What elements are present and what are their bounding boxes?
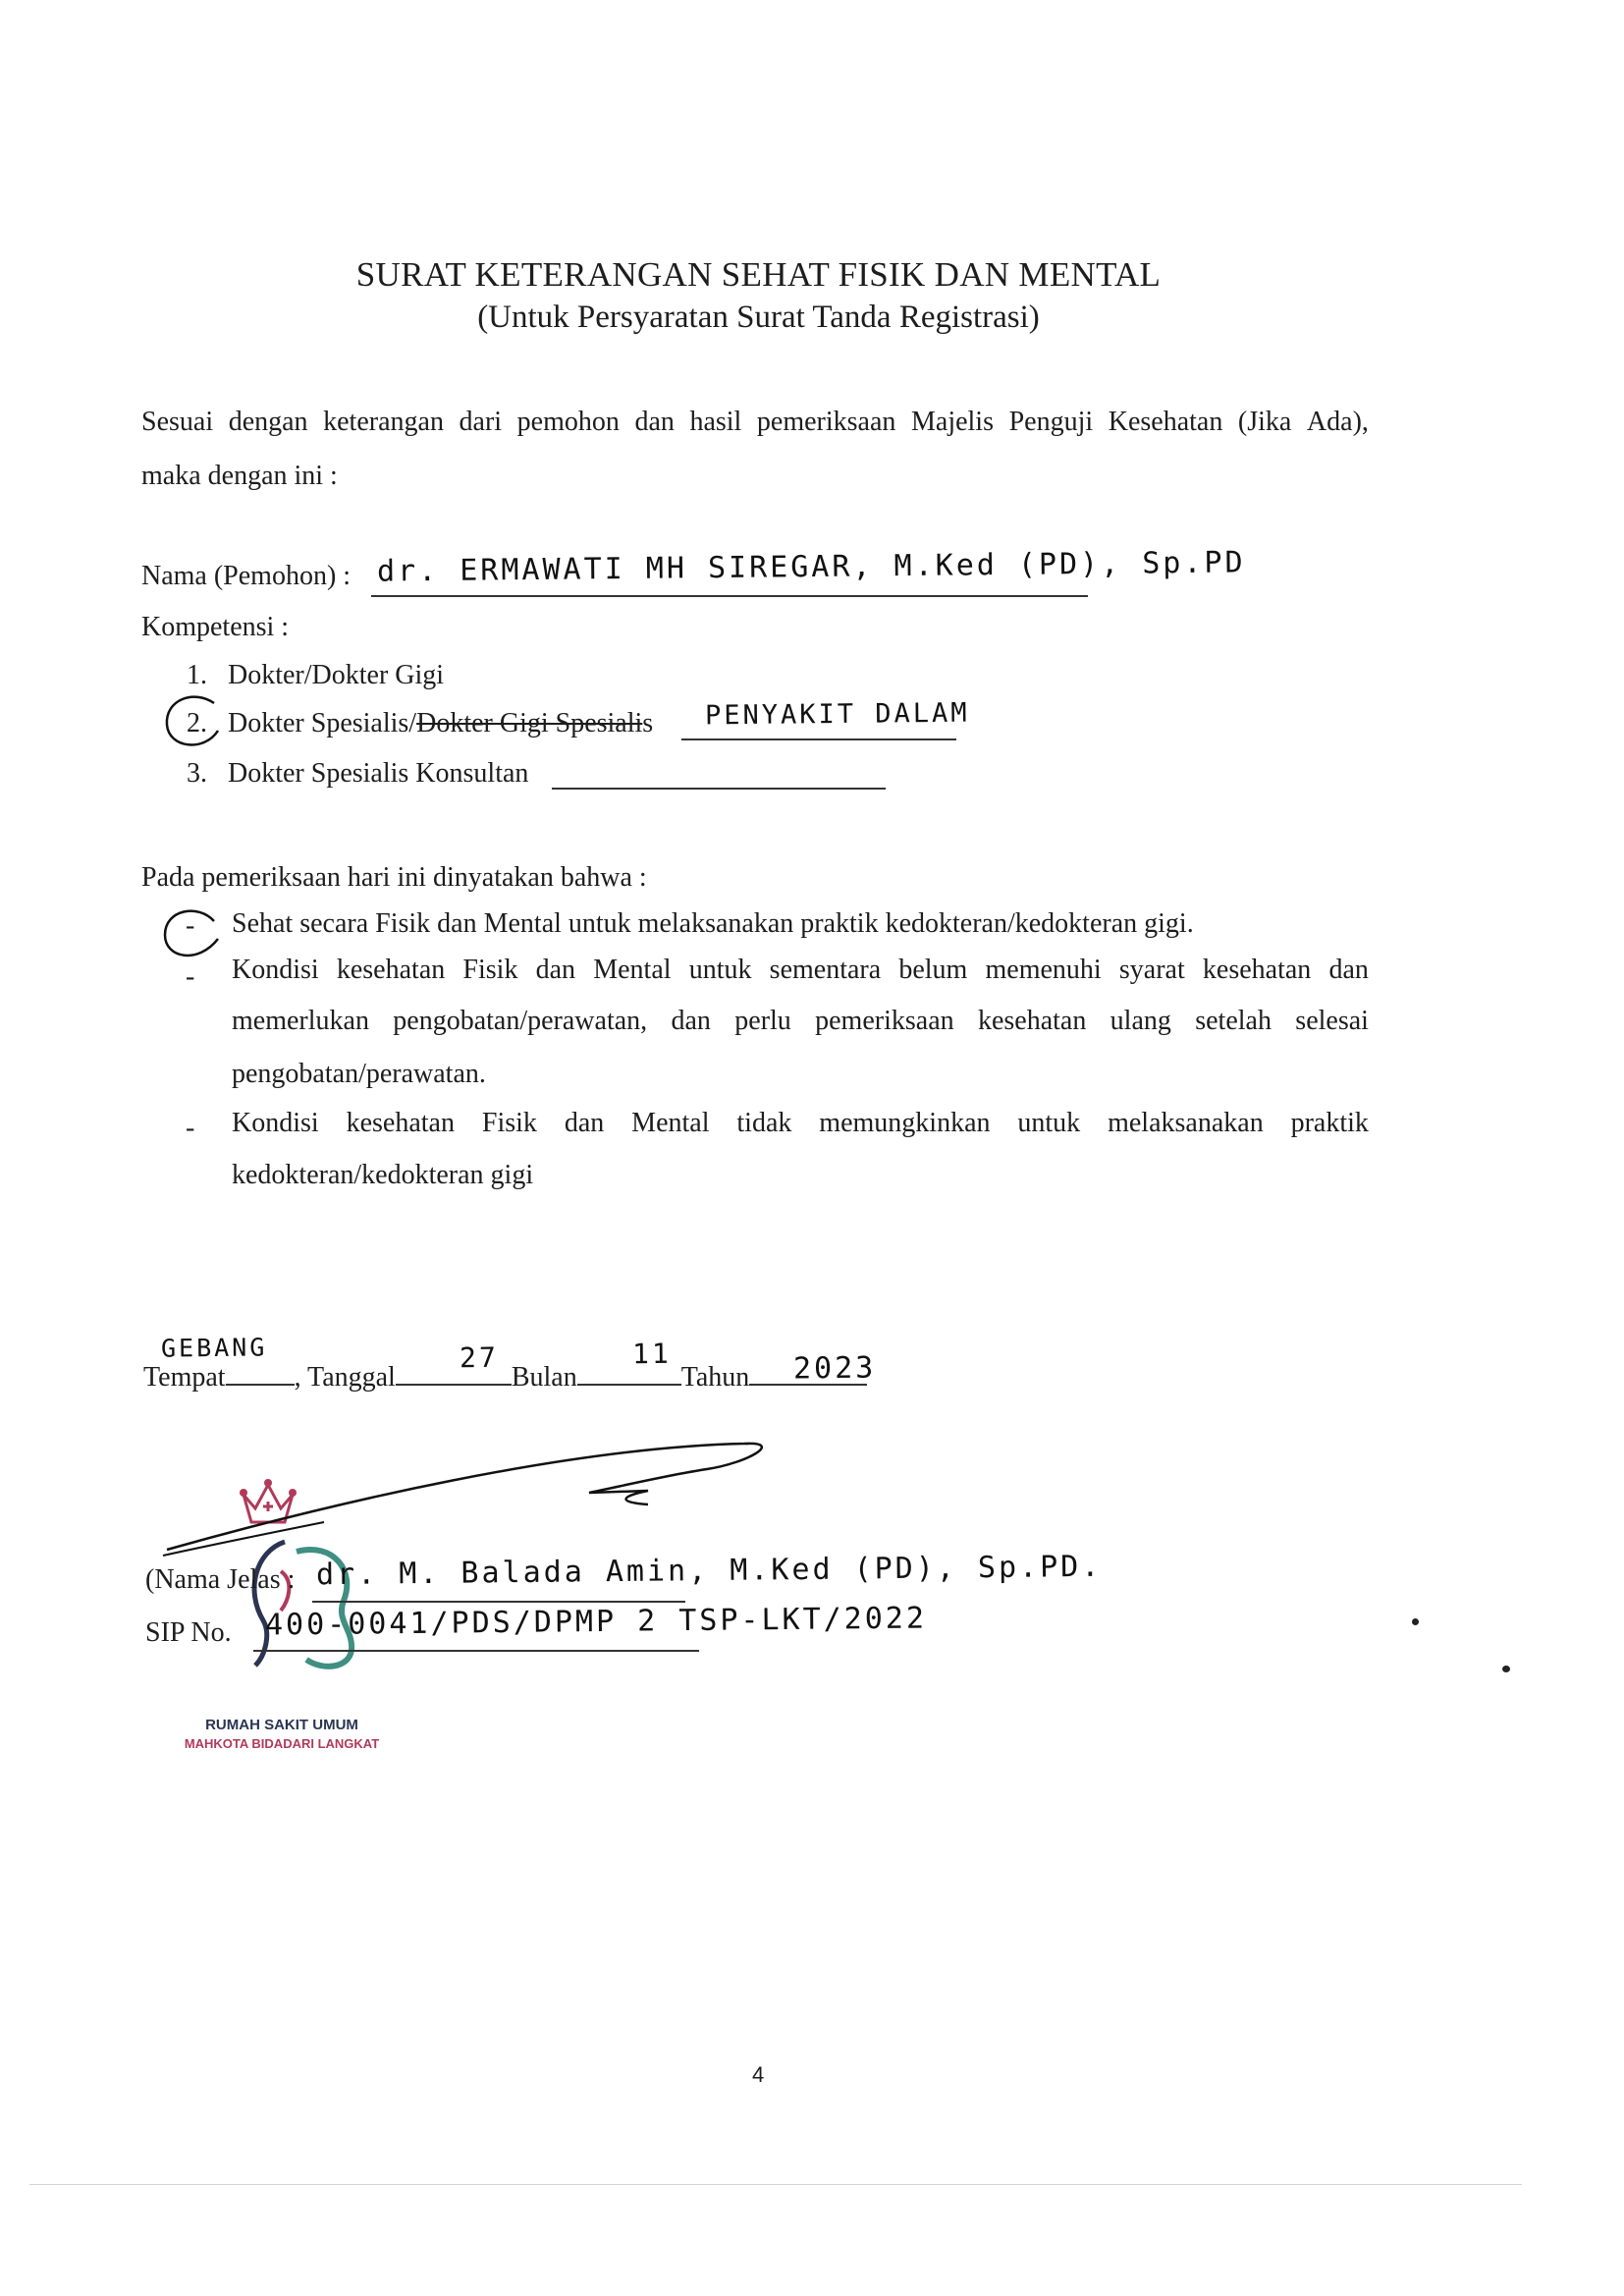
option-1-line-1: Sehat secara Fisik dan Mental untuk melaksanakan praktik kedokteran/kedokteran gigi.	[232, 908, 1194, 939]
date-handwritten: 27	[459, 1340, 499, 1375]
word: memenuhi	[985, 955, 1102, 985]
word: Sesuai	[141, 407, 214, 437]
option-2-line-3: pengobatan/perawatan.	[232, 1059, 486, 1089]
word: dan	[1328, 955, 1369, 985]
month-handwritten: 11	[631, 1337, 672, 1371]
word: pengobatan/perawatan,	[393, 1006, 648, 1036]
word: tidak	[736, 1108, 792, 1138]
word: Fisik	[462, 955, 518, 985]
document-subtitle: (Untuk Persyaratan Surat Tanda Registrasi)	[477, 300, 1040, 335]
word: pemeriksaan	[756, 407, 896, 437]
word: pemeriksaan	[815, 1006, 954, 1036]
word: dan	[671, 1006, 711, 1036]
specialty-underline	[681, 738, 956, 740]
date-label: , Tanggal	[294, 1362, 396, 1393]
word: dan	[634, 407, 675, 437]
document-title: SURAT KETERANGAN SEHAT FISIK DAN MENTAL	[355, 255, 1162, 294]
date-place-row	[143, 1361, 867, 1394]
signature-name-label: (Nama Jelas :	[145, 1564, 296, 1595]
word: praktik	[1290, 1108, 1369, 1138]
competency-item-3	[187, 757, 528, 791]
word: sementara	[769, 955, 882, 985]
word: syarat	[1118, 955, 1185, 985]
sip-label: SIP No.	[145, 1617, 232, 1648]
struck-text: Dokter Gigi Spesiali	[416, 708, 643, 738]
word: dari	[459, 407, 503, 437]
word: Fisik	[481, 1108, 537, 1138]
intro-line-1	[141, 407, 1369, 438]
option-2-line-2	[232, 1006, 1369, 1037]
stamp-text-line-2: MAHKOTA BIDADARI LANGKAT	[184, 1736, 380, 1751]
word: memerlukan	[232, 1006, 369, 1036]
word: Ada),	[1306, 407, 1369, 437]
month-label: Bulan	[511, 1362, 577, 1393]
word: kesehatan	[977, 1006, 1087, 1036]
option-bullet: -	[186, 1113, 195, 1143]
word: kesehatan	[346, 1108, 455, 1138]
consultant-underline	[552, 788, 886, 790]
intro-line-2: maka dengan ini :	[141, 461, 338, 491]
item-suffix: s	[642, 708, 654, 738]
sip-underline	[253, 1650, 699, 1652]
item-number: 2.	[187, 708, 207, 738]
applicant-name-underline	[371, 595, 1088, 597]
word: melaksanakan	[1108, 1108, 1264, 1138]
signature-name-handwritten: dr. M. Balada Amin, M.Ked (PD), Sp.PD.	[315, 1549, 1103, 1593]
word: Mental	[593, 955, 672, 985]
scan-speck	[1502, 1666, 1510, 1672]
word: belum	[898, 955, 968, 985]
signature-name-underline	[312, 1601, 685, 1603]
page-number: 4	[752, 2062, 765, 2087]
competency-label: Kompetensi :	[141, 612, 290, 642]
place-handwritten: GEBANG	[160, 1333, 268, 1363]
word: dan	[535, 955, 576, 985]
word: selesai	[1295, 1006, 1369, 1036]
place-label: Tempat	[143, 1362, 226, 1393]
sip-handwritten: 400-0041/PDS/DPMP 2 TSP-LKT/2022	[264, 1601, 928, 1643]
word: memungkinkan	[819, 1108, 991, 1138]
option-3-line-1	[232, 1108, 1369, 1139]
word: pemohon	[516, 407, 620, 437]
word: Penguji	[1008, 407, 1094, 437]
word: Mental	[631, 1108, 710, 1138]
word: Majelis	[911, 407, 994, 437]
competency-item-2	[187, 707, 653, 740]
statement-label: Pada pemeriksaan hari ini dinyatakan bahwa :	[141, 862, 647, 893]
year-handwritten: 2023	[792, 1350, 877, 1387]
word: untuk	[1017, 1108, 1081, 1138]
option-2-line-1	[232, 955, 1369, 986]
signature-scribble	[157, 1434, 785, 1561]
applicant-name-handwritten: dr. ERMAWATI MH SIREGAR, M.Ked (PD), Sp.PD	[376, 545, 1246, 589]
item-text: Dokter Spesialis/	[228, 708, 417, 738]
applicant-name-label: Nama (Pemohon) :	[141, 561, 352, 591]
item-text: Dokter/Dokter Gigi	[228, 660, 445, 690]
scan-edge-line	[29, 2184, 1522, 2185]
item-number: 1.	[187, 660, 207, 690]
word: Kesehatan	[1108, 407, 1223, 437]
word: kesehatan	[1202, 955, 1312, 985]
item-text: Dokter Spesialis Konsultan	[228, 758, 529, 789]
stamp-text-line-1: RUMAH SAKIT UMUM	[205, 1717, 358, 1733]
word: kesehatan	[336, 955, 446, 985]
option-3-line-2: kedokteran/kedokteran gigi	[232, 1160, 534, 1190]
year-label: Tahun	[680, 1362, 750, 1393]
selection-circle-mark	[157, 687, 236, 756]
word: hasil	[689, 407, 742, 437]
specialty-handwritten: PENYAKIT DALAM	[704, 697, 970, 732]
item-number: 3.	[187, 758, 207, 789]
scan-speck	[1412, 1618, 1419, 1625]
word: dan	[564, 1108, 605, 1138]
word: perlu	[734, 1006, 791, 1036]
word: keterangan	[323, 407, 444, 437]
word: setelah	[1195, 1006, 1272, 1036]
word: (Jika	[1237, 407, 1292, 437]
word: Kondisi	[232, 1108, 319, 1138]
option-bullet: -	[186, 910, 195, 941]
word: dengan	[228, 407, 308, 437]
option-bullet: -	[186, 961, 195, 992]
word: ulang	[1110, 1006, 1171, 1036]
word: untuk	[688, 955, 752, 985]
word: Kondisi	[232, 955, 319, 985]
